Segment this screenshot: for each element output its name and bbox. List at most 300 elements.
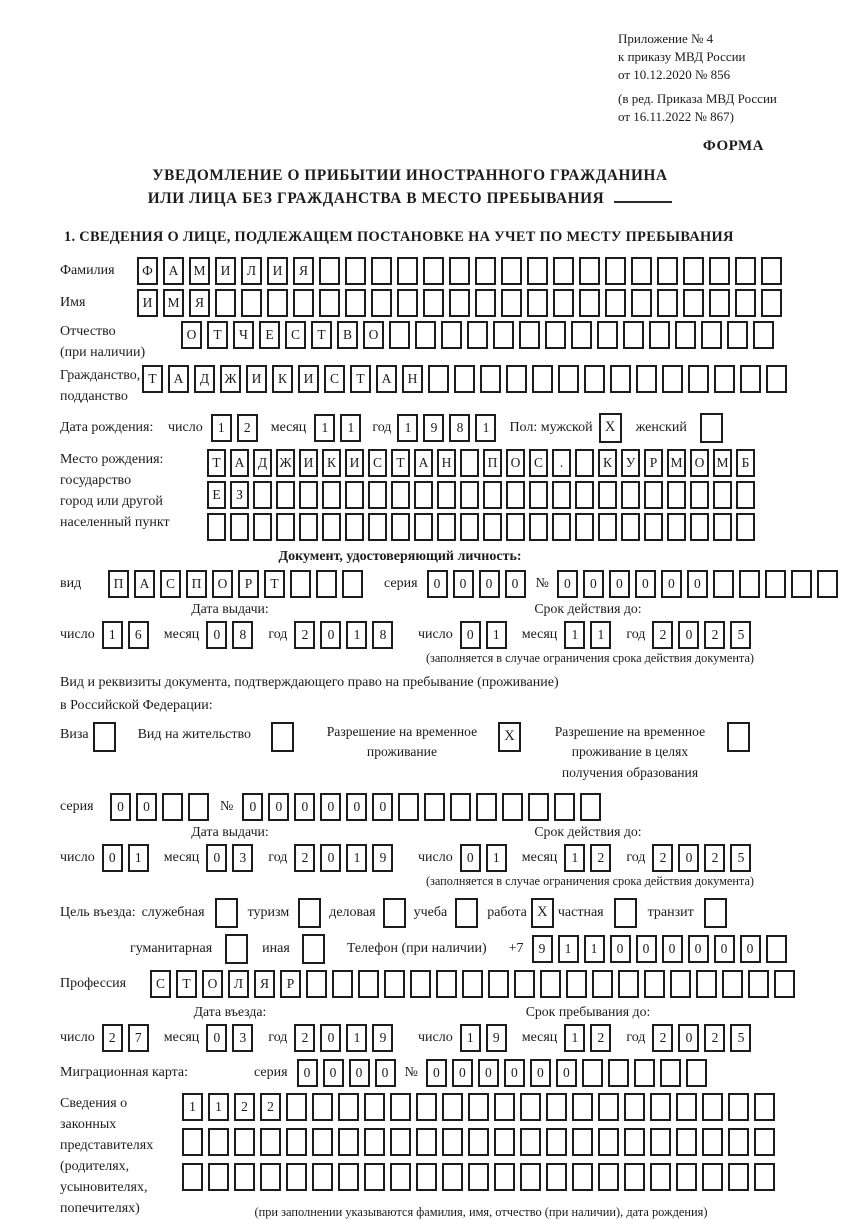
char-cell[interactable] (319, 289, 340, 317)
char-cell[interactable] (468, 1093, 489, 1121)
char-cell[interactable] (529, 513, 548, 541)
char-cell[interactable] (552, 513, 571, 541)
char-cell[interactable] (683, 289, 704, 317)
char-cell[interactable] (494, 1163, 515, 1191)
char-cell[interactable] (493, 321, 514, 349)
purpose-study-checkbox[interactable] (455, 898, 478, 928)
char-cell[interactable] (566, 970, 587, 998)
char-cell[interactable]: 9 (372, 844, 393, 872)
char-cell[interactable] (460, 481, 479, 509)
char-cell[interactable]: 9 (532, 935, 553, 963)
char-cell[interactable]: 0 (530, 1059, 551, 1087)
char-cell[interactable]: Н (437, 449, 456, 477)
char-cell[interactable]: 2 (102, 1024, 123, 1052)
char-cell[interactable] (552, 481, 571, 509)
char-cell[interactable]: 0 (375, 1059, 396, 1087)
char-cell[interactable] (572, 1163, 593, 1191)
char-cell[interactable] (364, 1093, 385, 1121)
char-cell[interactable]: К (598, 449, 617, 477)
char-cell[interactable] (754, 1128, 775, 1156)
char-cell[interactable] (241, 289, 262, 317)
char-cell[interactable]: 8 (449, 414, 470, 442)
char-cell[interactable]: 0 (297, 1059, 318, 1087)
char-cell[interactable] (460, 449, 479, 477)
purpose-humanitarian-checkbox[interactable] (225, 934, 248, 964)
char-cell[interactable]: Р (280, 970, 301, 998)
char-cell[interactable]: Т (142, 365, 163, 393)
char-cell[interactable]: 0 (583, 570, 604, 598)
char-cell[interactable]: 1 (397, 414, 418, 442)
char-cell[interactable]: 0 (688, 935, 709, 963)
char-cell[interactable]: 1 (102, 621, 123, 649)
char-cell[interactable]: 0 (320, 621, 341, 649)
char-cell[interactable]: У (621, 449, 640, 477)
char-cell[interactable] (571, 321, 592, 349)
char-cell[interactable] (501, 289, 522, 317)
char-cell[interactable]: 1 (590, 621, 611, 649)
char-cell[interactable] (345, 481, 364, 509)
char-cell[interactable]: 0 (268, 793, 289, 821)
char-cell[interactable] (364, 1163, 385, 1191)
char-cell[interactable]: 2 (590, 1024, 611, 1052)
char-cell[interactable] (506, 513, 525, 541)
char-cell[interactable]: 0 (460, 844, 481, 872)
char-cell[interactable]: Е (207, 481, 226, 509)
char-cell[interactable] (514, 970, 535, 998)
char-cell[interactable]: Р (644, 449, 663, 477)
char-cell[interactable]: 1 (475, 414, 496, 442)
char-cell[interactable] (230, 513, 249, 541)
char-cell[interactable] (368, 513, 387, 541)
char-cell[interactable] (631, 257, 652, 285)
char-cell[interactable] (713, 570, 734, 598)
char-cell[interactable] (683, 257, 704, 285)
char-cell[interactable]: 0 (478, 1059, 499, 1087)
char-cell[interactable] (468, 1163, 489, 1191)
char-cell[interactable] (610, 365, 631, 393)
char-cell[interactable] (319, 257, 340, 285)
char-cell[interactable] (529, 481, 548, 509)
char-cell[interactable] (736, 481, 755, 509)
char-cell[interactable] (766, 935, 787, 963)
char-cell[interactable]: 9 (423, 414, 444, 442)
char-cell[interactable]: 0 (740, 935, 761, 963)
visa-checkbox[interactable] (93, 722, 116, 752)
char-cell[interactable] (437, 513, 456, 541)
char-cell[interactable] (580, 793, 601, 821)
char-cell[interactable] (391, 513, 410, 541)
char-cell[interactable] (299, 513, 318, 541)
char-cell[interactable]: М (163, 289, 184, 317)
char-cell[interactable]: 0 (678, 621, 699, 649)
char-cell[interactable] (624, 1163, 645, 1191)
char-cell[interactable] (676, 1128, 697, 1156)
char-cell[interactable]: 2 (590, 844, 611, 872)
char-cell[interactable]: Д (253, 449, 272, 477)
char-cell[interactable] (676, 1163, 697, 1191)
char-cell[interactable]: 5 (730, 844, 751, 872)
char-cell[interactable]: 3 (232, 1024, 253, 1052)
char-cell[interactable] (688, 365, 709, 393)
char-cell[interactable]: М (189, 257, 210, 285)
char-cell[interactable]: . (552, 449, 571, 477)
char-cell[interactable] (575, 513, 594, 541)
char-cell[interactable]: 1 (564, 844, 585, 872)
char-cell[interactable] (519, 321, 540, 349)
char-cell[interactable] (686, 1059, 707, 1087)
char-cell[interactable]: 2 (652, 844, 673, 872)
char-cell[interactable] (442, 1163, 463, 1191)
char-cell[interactable] (468, 1128, 489, 1156)
char-cell[interactable] (662, 365, 683, 393)
char-cell[interactable] (520, 1128, 541, 1156)
purpose-private-checkbox[interactable] (614, 898, 637, 928)
char-cell[interactable] (739, 570, 760, 598)
char-cell[interactable] (437, 481, 456, 509)
char-cell[interactable]: О (181, 321, 202, 349)
char-cell[interactable]: 2 (234, 1093, 255, 1121)
char-cell[interactable]: К (272, 365, 293, 393)
char-cell[interactable]: 0 (242, 793, 263, 821)
char-cell[interactable]: 5 (730, 621, 751, 649)
char-cell[interactable] (702, 1128, 723, 1156)
char-cell[interactable]: 0 (206, 844, 227, 872)
char-cell[interactable] (546, 1128, 567, 1156)
char-cell[interactable] (276, 513, 295, 541)
char-cell[interactable]: 3 (232, 844, 253, 872)
char-cell[interactable]: 2 (704, 621, 725, 649)
char-cell[interactable] (727, 321, 748, 349)
char-cell[interactable] (553, 257, 574, 285)
char-cell[interactable]: С (324, 365, 345, 393)
char-cell[interactable] (322, 513, 341, 541)
char-cell[interactable] (735, 289, 756, 317)
char-cell[interactable] (624, 1093, 645, 1121)
char-cell[interactable] (817, 570, 838, 598)
char-cell[interactable] (657, 289, 678, 317)
char-cell[interactable] (650, 1163, 671, 1191)
char-cell[interactable]: 0 (636, 935, 657, 963)
char-cell[interactable] (306, 970, 327, 998)
char-cell[interactable] (791, 570, 812, 598)
char-cell[interactable]: И (298, 365, 319, 393)
char-cell[interactable] (728, 1163, 749, 1191)
char-cell[interactable] (414, 513, 433, 541)
char-cell[interactable]: 0 (206, 621, 227, 649)
char-cell[interactable] (660, 1059, 681, 1087)
char-cell[interactable] (345, 257, 366, 285)
char-cell[interactable]: И (299, 449, 318, 477)
char-cell[interactable] (414, 481, 433, 509)
char-cell[interactable]: 0 (557, 570, 578, 598)
char-cell[interactable] (467, 321, 488, 349)
char-cell[interactable] (657, 257, 678, 285)
char-cell[interactable]: 0 (609, 570, 630, 598)
char-cell[interactable] (391, 481, 410, 509)
char-cell[interactable] (502, 793, 523, 821)
char-cell[interactable] (618, 970, 639, 998)
char-cell[interactable] (338, 1128, 359, 1156)
char-cell[interactable] (728, 1093, 749, 1121)
temp-residence-edu-checkbox[interactable] (727, 722, 750, 752)
char-cell[interactable]: Т (350, 365, 371, 393)
char-cell[interactable]: И (137, 289, 158, 317)
char-cell[interactable] (690, 481, 709, 509)
char-cell[interactable] (454, 365, 475, 393)
char-cell[interactable] (621, 481, 640, 509)
char-cell[interactable] (754, 1163, 775, 1191)
char-cell[interactable] (316, 570, 337, 598)
char-cell[interactable] (605, 257, 626, 285)
char-cell[interactable] (207, 513, 226, 541)
char-cell[interactable] (397, 289, 418, 317)
char-cell[interactable] (345, 513, 364, 541)
char-cell[interactable]: 2 (294, 844, 315, 872)
char-cell[interactable]: 2 (294, 621, 315, 649)
char-cell[interactable] (267, 289, 288, 317)
char-cell[interactable] (162, 793, 183, 821)
char-cell[interactable]: О (212, 570, 233, 598)
char-cell[interactable] (670, 970, 691, 998)
char-cell[interactable] (597, 321, 618, 349)
char-cell[interactable]: 1 (128, 844, 149, 872)
char-cell[interactable] (761, 289, 782, 317)
char-cell[interactable] (476, 793, 497, 821)
char-cell[interactable]: 1 (346, 1024, 367, 1052)
char-cell[interactable]: В (337, 321, 358, 349)
char-cell[interactable] (424, 793, 445, 821)
char-cell[interactable] (572, 1128, 593, 1156)
char-cell[interactable] (416, 1093, 437, 1121)
char-cell[interactable] (598, 1163, 619, 1191)
char-cell[interactable] (735, 257, 756, 285)
char-cell[interactable]: Ч (233, 321, 254, 349)
purpose-transit-checkbox[interactable] (704, 898, 727, 928)
char-cell[interactable]: К (322, 449, 341, 477)
char-cell[interactable]: 0 (426, 1059, 447, 1087)
char-cell[interactable]: О (202, 970, 223, 998)
char-cell[interactable]: А (414, 449, 433, 477)
char-cell[interactable] (528, 793, 549, 821)
female-checkbox[interactable] (700, 413, 723, 443)
char-cell[interactable] (736, 513, 755, 541)
char-cell[interactable] (650, 1128, 671, 1156)
char-cell[interactable]: 8 (232, 621, 253, 649)
char-cell[interactable] (714, 365, 735, 393)
char-cell[interactable]: 0 (687, 570, 708, 598)
char-cell[interactable]: 1 (211, 414, 232, 442)
char-cell[interactable]: 0 (427, 570, 448, 598)
char-cell[interactable]: 0 (661, 570, 682, 598)
char-cell[interactable]: 9 (486, 1024, 507, 1052)
char-cell[interactable] (371, 289, 392, 317)
char-cell[interactable]: 2 (237, 414, 258, 442)
char-cell[interactable] (253, 513, 272, 541)
char-cell[interactable]: 0 (320, 793, 341, 821)
char-cell[interactable]: 0 (610, 935, 631, 963)
char-cell[interactable]: 1 (460, 1024, 481, 1052)
char-cell[interactable] (558, 365, 579, 393)
char-cell[interactable]: Ж (276, 449, 295, 477)
char-cell[interactable]: 1 (346, 844, 367, 872)
char-cell[interactable] (436, 970, 457, 998)
char-cell[interactable] (475, 257, 496, 285)
char-cell[interactable]: А (168, 365, 189, 393)
char-cell[interactable] (188, 793, 209, 821)
char-cell[interactable] (358, 970, 379, 998)
char-cell[interactable] (460, 513, 479, 541)
char-cell[interactable] (475, 289, 496, 317)
char-cell[interactable] (608, 1059, 629, 1087)
char-cell[interactable] (390, 1128, 411, 1156)
char-cell[interactable] (286, 1163, 307, 1191)
char-cell[interactable]: М (713, 449, 732, 477)
char-cell[interactable]: 0 (453, 570, 474, 598)
char-cell[interactable]: О (506, 449, 525, 477)
purpose-official-checkbox[interactable] (215, 898, 238, 928)
char-cell[interactable]: 1 (564, 621, 585, 649)
char-cell[interactable] (312, 1093, 333, 1121)
char-cell[interactable]: 0 (479, 570, 500, 598)
char-cell[interactable] (575, 449, 594, 477)
char-cell[interactable] (575, 481, 594, 509)
char-cell[interactable]: 0 (460, 621, 481, 649)
char-cell[interactable]: Р (238, 570, 259, 598)
char-cell[interactable]: 8 (372, 621, 393, 649)
char-cell[interactable] (416, 1163, 437, 1191)
char-cell[interactable]: Н (402, 365, 423, 393)
char-cell[interactable] (765, 570, 786, 598)
char-cell[interactable] (416, 1128, 437, 1156)
purpose-work-checkbox[interactable]: X (531, 898, 554, 928)
char-cell[interactable] (364, 1128, 385, 1156)
char-cell[interactable] (208, 1163, 229, 1191)
char-cell[interactable] (667, 481, 686, 509)
char-cell[interactable]: 0 (110, 793, 131, 821)
char-cell[interactable]: 0 (136, 793, 157, 821)
char-cell[interactable] (748, 970, 769, 998)
male-checkbox[interactable]: X (599, 413, 622, 443)
char-cell[interactable]: 1 (314, 414, 335, 442)
char-cell[interactable] (766, 365, 787, 393)
char-cell[interactable] (709, 289, 730, 317)
char-cell[interactable] (520, 1093, 541, 1121)
char-cell[interactable]: И (267, 257, 288, 285)
char-cell[interactable] (546, 1163, 567, 1191)
char-cell[interactable] (709, 257, 730, 285)
purpose-other-checkbox[interactable] (302, 934, 325, 964)
char-cell[interactable] (442, 1128, 463, 1156)
char-cell[interactable] (634, 1059, 655, 1087)
char-cell[interactable] (774, 970, 795, 998)
char-cell[interactable] (644, 970, 665, 998)
char-cell[interactable]: 0 (102, 844, 123, 872)
char-cell[interactable] (631, 289, 652, 317)
char-cell[interactable]: И (215, 257, 236, 285)
char-cell[interactable] (293, 289, 314, 317)
char-cell[interactable]: 2 (704, 1024, 725, 1052)
char-cell[interactable] (624, 1128, 645, 1156)
char-cell[interactable]: С (285, 321, 306, 349)
char-cell[interactable]: Т (264, 570, 285, 598)
char-cell[interactable] (598, 513, 617, 541)
char-cell[interactable] (290, 570, 311, 598)
char-cell[interactable] (234, 1128, 255, 1156)
char-cell[interactable]: 1 (340, 414, 361, 442)
char-cell[interactable] (582, 1059, 603, 1087)
char-cell[interactable] (579, 289, 600, 317)
char-cell[interactable] (520, 1163, 541, 1191)
char-cell[interactable] (649, 321, 670, 349)
char-cell[interactable]: Т (311, 321, 332, 349)
char-cell[interactable]: А (163, 257, 184, 285)
char-cell[interactable] (506, 481, 525, 509)
char-cell[interactable] (527, 257, 548, 285)
char-cell[interactable] (449, 289, 470, 317)
char-cell[interactable] (449, 257, 470, 285)
char-cell[interactable] (182, 1128, 203, 1156)
char-cell[interactable] (182, 1163, 203, 1191)
char-cell[interactable]: 0 (505, 570, 526, 598)
char-cell[interactable] (644, 513, 663, 541)
char-cell[interactable]: А (376, 365, 397, 393)
char-cell[interactable] (450, 793, 471, 821)
char-cell[interactable] (322, 481, 341, 509)
char-cell[interactable] (506, 365, 527, 393)
char-cell[interactable] (234, 1163, 255, 1191)
char-cell[interactable]: И (345, 449, 364, 477)
char-cell[interactable] (501, 257, 522, 285)
char-cell[interactable]: 0 (320, 1024, 341, 1052)
temp-residence-checkbox[interactable]: X (498, 722, 521, 752)
char-cell[interactable] (754, 1093, 775, 1121)
char-cell[interactable]: 1 (346, 621, 367, 649)
char-cell[interactable]: Ж (220, 365, 241, 393)
char-cell[interactable]: 0 (320, 844, 341, 872)
char-cell[interactable]: 2 (704, 844, 725, 872)
char-cell[interactable]: С (368, 449, 387, 477)
char-cell[interactable] (696, 970, 717, 998)
char-cell[interactable] (428, 365, 449, 393)
char-cell[interactable]: Я (189, 289, 210, 317)
char-cell[interactable] (584, 365, 605, 393)
char-cell[interactable] (545, 321, 566, 349)
char-cell[interactable]: 1 (564, 1024, 585, 1052)
char-cell[interactable] (554, 793, 575, 821)
char-cell[interactable]: Е (259, 321, 280, 349)
char-cell[interactable] (312, 1163, 333, 1191)
char-cell[interactable] (701, 321, 722, 349)
char-cell[interactable]: Я (293, 257, 314, 285)
char-cell[interactable] (579, 257, 600, 285)
char-cell[interactable]: 0 (323, 1059, 344, 1087)
char-cell[interactable] (621, 513, 640, 541)
char-cell[interactable]: 1 (558, 935, 579, 963)
char-cell[interactable] (722, 970, 743, 998)
char-cell[interactable] (702, 1093, 723, 1121)
char-cell[interactable]: 1 (208, 1093, 229, 1121)
char-cell[interactable]: А (134, 570, 155, 598)
char-cell[interactable]: Я (254, 970, 275, 998)
char-cell[interactable] (553, 289, 574, 317)
char-cell[interactable] (342, 570, 363, 598)
char-cell[interactable] (299, 481, 318, 509)
char-cell[interactable] (253, 481, 272, 509)
char-cell[interactable] (260, 1128, 281, 1156)
char-cell[interactable]: Ф (137, 257, 158, 285)
char-cell[interactable] (702, 1163, 723, 1191)
char-cell[interactable] (390, 1163, 411, 1191)
